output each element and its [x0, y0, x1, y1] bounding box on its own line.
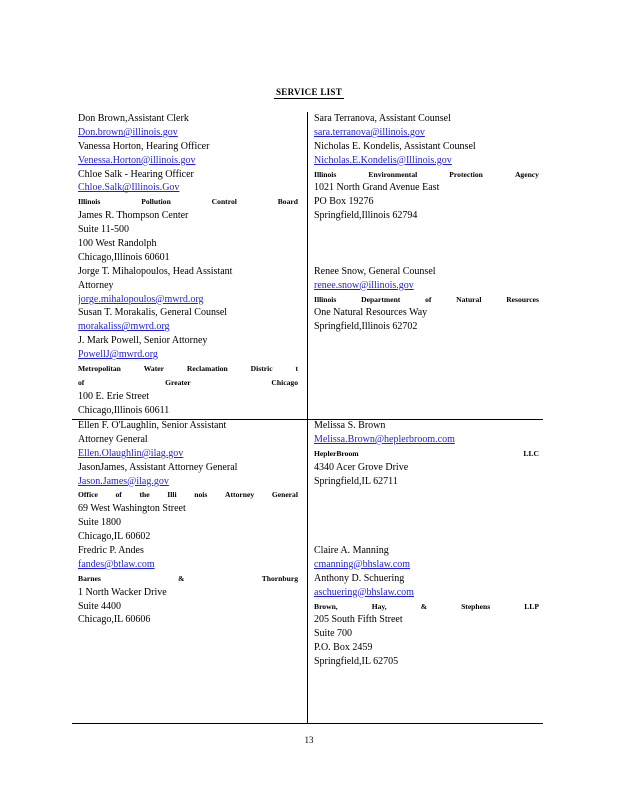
- email-link[interactable]: PowellJ@mwrd.org: [78, 349, 158, 361]
- email-link[interactable]: Chloe.Salk@Illinois.Gov: [78, 182, 180, 194]
- organization-name: Office of the Illi nois Attorney General: [78, 490, 298, 500]
- contact-line: Jorge T. Mihalopoulos, Head Assistant: [78, 265, 233, 277]
- contact-line: Attorney: [78, 279, 114, 291]
- contact-line: Anthony D. Schuering: [314, 572, 405, 584]
- organization-name: Illinois Pollution Control Board: [78, 197, 298, 207]
- contact-line: J. Mark Powell, Senior Attorney: [78, 335, 208, 347]
- contact-line: Chicago,IL 60602: [78, 531, 151, 543]
- organization-name: Metropolitan Water Reclamation Distric t: [78, 364, 298, 374]
- service-list-table: [72, 112, 543, 724]
- email-link[interactable]: Venessa.Horton@illinois.gov: [78, 154, 196, 166]
- email-link[interactable]: fandes@btlaw.com: [78, 558, 155, 570]
- contact-line: Sara Terranova, Assistant Counsel: [314, 113, 451, 124]
- contact-line: 1 North Wacker Drive: [78, 586, 167, 598]
- contact-line: Suite 700: [314, 628, 353, 640]
- table-bottom-rule: [72, 723, 543, 724]
- email-link[interactable]: jorge.mihalopoulos@mwrd.org: [78, 293, 204, 305]
- contact-line: JasonJames, Assistant Attorney General: [78, 461, 238, 473]
- blank-line: [314, 237, 539, 251]
- contact-line: Springfield,IL 62711: [314, 475, 398, 487]
- contact-line: Susan T. Morakalis, General Counsel: [78, 307, 228, 319]
- contact-line: 1021 North Grand Avenue East: [314, 182, 440, 194]
- contact-line: Nicholas E. Kondelis, Assistant Counsel: [314, 140, 476, 152]
- email-link[interactable]: Ellen.Olaughlin@ilag.gov: [78, 447, 184, 459]
- organization-name: Illinois Department of Natural Resources: [314, 294, 539, 304]
- email-link[interactable]: Don.brown@illinois.gov: [78, 126, 178, 138]
- organization-name: Brown, Hay, & Stephens LLP: [314, 601, 539, 611]
- contact-line: Chicago,IL 60606: [78, 614, 151, 626]
- contact-line: 100 West Randolph: [78, 238, 157, 250]
- blank-line: [314, 223, 539, 237]
- organization-name: Barnes & Thornburg: [78, 573, 298, 583]
- contact-line: Vanessa Horton, Hearing Officer: [78, 140, 210, 152]
- contact-line: Chloe Salk - Hearing Officer: [78, 168, 194, 180]
- contact-line: Attorney General: [78, 433, 148, 445]
- contact-line: Suite 4400: [78, 600, 122, 612]
- contact-line: P.O. Box 2459: [314, 642, 373, 654]
- contact-line: Springfield,Illinois 62702: [314, 321, 418, 333]
- blank-line: [314, 488, 539, 502]
- email-link[interactable]: sara.terranova@illinois.gov: [314, 126, 425, 138]
- email-link[interactable]: Jason.James@ilag.gov: [78, 475, 169, 487]
- contact-line: James R. Thompson Center: [78, 210, 189, 222]
- contact-line: Ellen F. O'Laughlin, Senior Assistant: [78, 420, 227, 431]
- contact-line: Claire A. Manning: [314, 545, 389, 557]
- contact-line: 69 West Washington Street: [78, 503, 186, 515]
- cell-top-left: [78, 112, 298, 418]
- blank-line: [314, 530, 539, 544]
- organization-name: of Greater Chicago: [78, 377, 298, 387]
- contact-line: Suite 11-500: [78, 224, 130, 236]
- contact-line: 4340 Acer Grove Drive: [314, 461, 409, 473]
- page-title: [0, 87, 618, 99]
- email-link[interactable]: Nicholas.E.Kondelis@Illinois.gov: [314, 154, 452, 166]
- blank-line: [314, 502, 539, 516]
- contact-line: 100 E. Erie Street: [78, 390, 150, 402]
- email-link[interactable]: renee.snow@illinois.gov: [314, 279, 414, 291]
- contact-line: Don Brown,Assistant Clerk: [78, 113, 189, 124]
- page-number: 13: [304, 735, 314, 745]
- contact-line: Suite 1800: [78, 517, 122, 529]
- contact-line: Renee Snow, General Counsel: [314, 265, 436, 277]
- email-link[interactable]: aschuering@bhslaw.com: [314, 586, 414, 598]
- cell-bottom-right: [314, 419, 539, 669]
- column-divider: [307, 112, 308, 724]
- page-title-text: SERVICE LIST: [275, 87, 343, 97]
- cell-bottom-left: [78, 419, 298, 627]
- cell-top-right: [314, 112, 539, 334]
- contact-line: PO Box 19276: [314, 196, 374, 208]
- contact-line: Chicago,Illinois 60601: [78, 251, 170, 263]
- email-link[interactable]: cmanning@bhslaw.com: [314, 558, 411, 570]
- blank-line: [314, 516, 539, 530]
- email-link[interactable]: Melissa.Brown@heplerbroom.com: [314, 433, 455, 445]
- blank-line: [314, 251, 539, 265]
- contact-line: Chicago,Illinois 60611: [78, 404, 170, 416]
- contact-line: One Natural Resources Way: [314, 307, 428, 319]
- organization-name: HeplerBroom LLC: [314, 448, 539, 458]
- contact-line: Springfield,IL 62705: [314, 656, 399, 668]
- contact-line: Springfield,Illinois 62794: [314, 210, 418, 222]
- contact-line: Fredric P. Andes: [78, 545, 144, 557]
- email-link[interactable]: morakaliss@mwrd.org: [78, 321, 170, 333]
- contact-line: 205 South Fifth Street: [314, 614, 403, 626]
- organization-name: Illinois Environmental Protection Agency: [314, 169, 539, 179]
- contact-line: Melissa S. Brown: [314, 420, 386, 431]
